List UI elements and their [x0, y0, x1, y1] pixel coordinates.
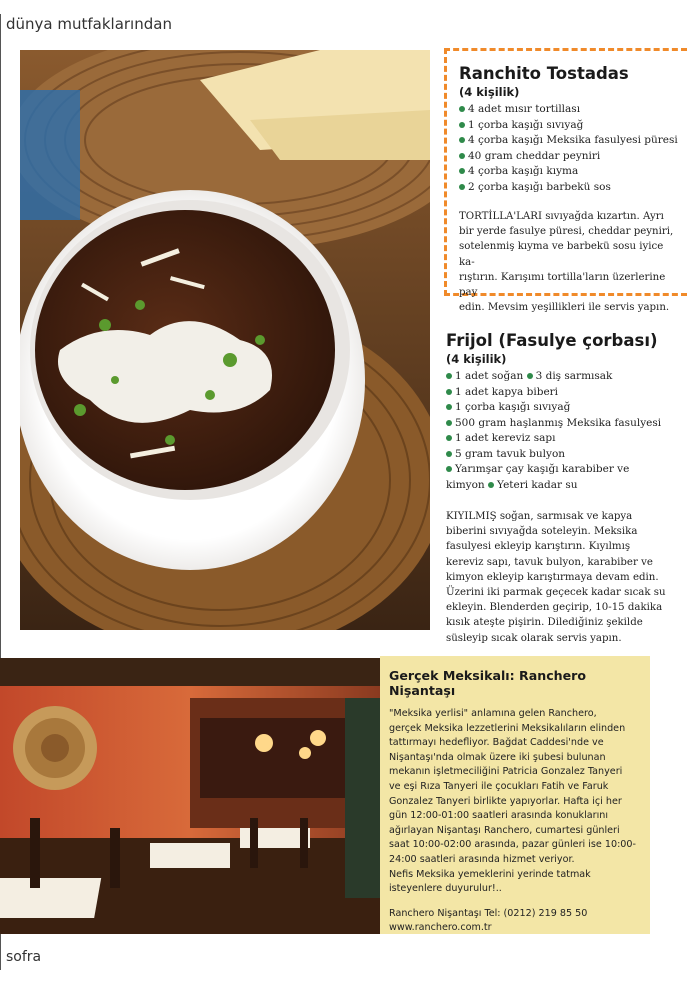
bullet-icon — [446, 389, 452, 395]
bullet-icon — [459, 106, 465, 112]
bullet-icon — [446, 466, 452, 472]
section-label: dünya mutfaklarından — [0, 14, 172, 36]
bullet-icon — [459, 153, 465, 159]
restaurant-photo — [0, 658, 380, 934]
ingredient-item: 1 adet kapya biberi — [446, 385, 684, 401]
ingredient-item: 1 çorba kaşığı sıvıyağ — [459, 118, 679, 134]
bullet-icon — [446, 451, 452, 457]
ingredient-list — [459, 102, 679, 195]
recipe-method: KIYILMIŞ soğan, sarmısak ve kapya biberini sıvıyağda soteleyin. Meksika fasulyesi ekleyip karıştırın. Kıyılmış kereviz sapı, tavuk bulyon, karabiber ve kimyon ekleyip karıştırmaya devam edin. Üzerini iki parmak geçecek kadar sıcak su ekleyin. Blenderden geçirip, 10-15 dakika kısık ateşte pişirin. Dilediğiniz şekilde süsleyip sıcak olarak servis yapın. — [446, 511, 666, 644]
recipe-servings: (4 kişilik) — [446, 352, 507, 366]
soup-photo — [20, 50, 430, 630]
ingredient-item: 2 çorba kaşığı barbekü sos — [459, 180, 679, 196]
bullet-icon — [446, 404, 452, 410]
bullet-icon — [446, 435, 452, 441]
soup-illustration — [20, 50, 430, 630]
recipe-frijol — [446, 330, 684, 646]
promo-title: Gerçek Meksikalı: Ranchero Nişantaşı — [389, 668, 587, 698]
ingredient-list — [446, 369, 684, 493]
ingredient-item: 4 çorba kaşığı kıyma — [459, 164, 679, 180]
recipe-title: Ranchito Tostadas — [459, 64, 629, 83]
ingredient-item: 40 gram cheddar peyniri — [459, 149, 679, 165]
ingredient-item: 4 adet mısır tortillası — [459, 102, 679, 118]
ingredient-item: 1 adet kereviz sapı — [446, 431, 684, 447]
bullet-icon — [527, 373, 533, 379]
bullet-icon — [459, 122, 465, 128]
ingredient-item: 1 adet soğan 3 diş sarmısak — [446, 369, 684, 385]
bullet-icon — [459, 184, 465, 190]
recipe-method: TORTİLLA'LARI sıvıyağda kızartın. Ayrı bir yerde fasulye püresi, cheddar peyniri, sotelenmiş kıyma ve barbekü sosu iyice ka- rıştırın. Karışımı tortilla'ların üzerlerine pay edin. Mevsim yeşillikleri ile servis yapın. — [459, 211, 674, 314]
restaurant-promo-box — [380, 656, 650, 934]
bullet-icon — [446, 373, 452, 379]
bullet-icon — [459, 137, 465, 143]
promo-body: "Meksika yerlisi" anlamına gelen Ranchero, gerçek Meksika lezzetlerini Meksikalıların elinden tattırmayı hedefliyor. Bağdat Caddesi'nde ve Nişantaşı'nda olmak üzere iki şubesi bulunan mekanın işletmeciliğini Patricia Gonzalez Tanyeri ve eşi Rıza Tanyeri ile çocukları Fatih ve Faruk Gonzalez Tanyeri birlikte yapıyorlar. Hafta içi her gün 12:00-01:00 saatleri arasında konuklarını ağırlayan Nişantaşı Ranchero, cumartesi günleri saat 10:00-02:00 arasında, pazar günleri ise 10:00- 24:00 saatleri arasında hizmet veriyor. Nefis Meksika yemeklerini yerinde tatmak isteyenlere duyurulur!.. — [389, 708, 636, 895]
promo-contact — [389, 907, 642, 936]
bullet-icon — [459, 168, 465, 174]
ingredient-item: kimyon Yeteri kadar su — [446, 478, 578, 491]
phone-line: Ranchero Nişantaşı Tel: (0212) 219 85 50 — [389, 907, 588, 919]
restaurant-illustration — [0, 658, 380, 934]
ingredient-item: 1 çorba kaşığı sıvıyağ — [446, 400, 684, 416]
ingredient-item: 5 gram tavuk bulyon — [446, 447, 684, 463]
ingredient-item: 500 gram haşlanmış Meksika fasulyesi — [446, 416, 684, 432]
recipe-servings: (4 kişilik) — [459, 85, 520, 99]
recipe-ranchito-box — [444, 48, 687, 314]
bullet-icon — [488, 482, 494, 488]
ingredient-item: 4 çorba kaşığı Meksika fasulyesi püresi — [459, 133, 679, 149]
recipe-title: Frijol (Fasulye çorbası) — [446, 331, 658, 350]
ingredient-item: Yarımşar çay kaşığı karabiber ve — [446, 462, 684, 478]
website-link[interactable]: www.ranchero.com.tr — [389, 922, 492, 934]
bullet-icon — [446, 420, 452, 426]
footer-label: sofra — [0, 944, 41, 970]
